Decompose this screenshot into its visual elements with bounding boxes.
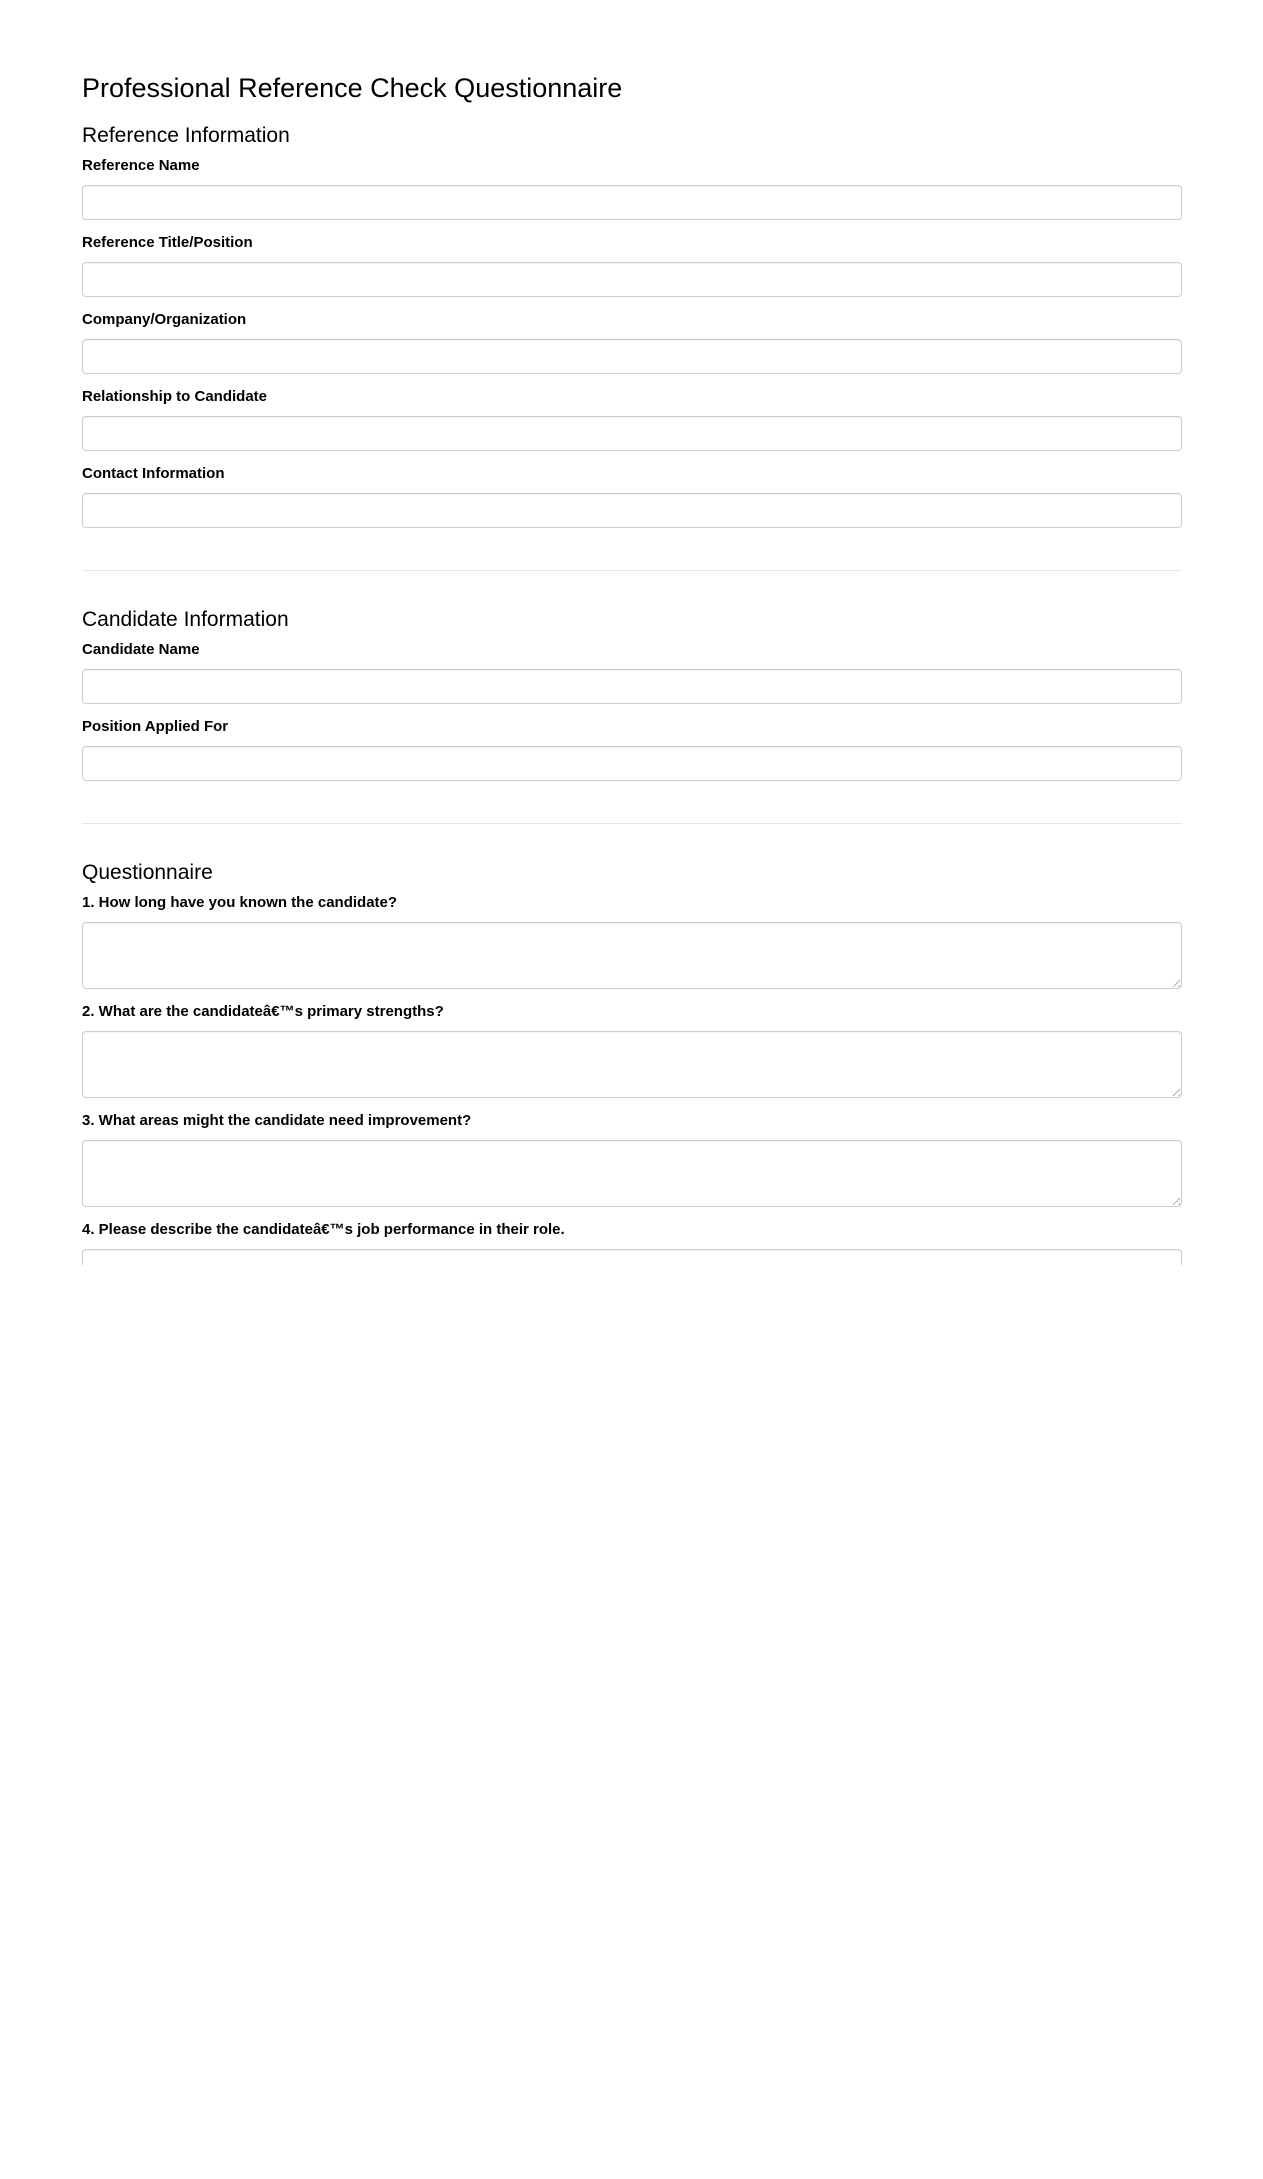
field-position-applied-for [82,717,1182,781]
field-question-4 [82,1220,1182,1265]
reference-name-input[interactable] [82,185,1182,220]
field-contact-information [82,464,1182,528]
company-organization-input[interactable] [82,339,1182,374]
section-questionnaire [82,860,1182,1265]
section-heading-questionnaire: Questionnaire [82,861,213,884]
section-candidate-information [82,607,1182,781]
question-2-textarea[interactable] [82,1031,1182,1098]
question-3-label: 3. What areas might the candidate need improvement? [82,1112,472,1129]
field-relationship-to-candidate [82,387,1182,451]
field-question-3 [82,1111,1182,1207]
reference-title-input[interactable] [82,262,1182,297]
divider-after-reference-information [82,570,1182,571]
section-heading-candidate-information: Candidate Information [82,608,289,631]
contact-information-input[interactable] [82,493,1182,528]
question-4-textarea-clipped-region [82,1249,1182,1265]
question-4-textarea[interactable] [82,1249,1182,1265]
question-2-label: 2. What are the candidateâ€™s primary strengths? [82,1003,444,1020]
company-organization-label: Company/Organization [82,311,247,328]
question-1-textarea[interactable] [82,922,1182,989]
position-applied-for-input[interactable] [82,746,1182,781]
page-title: Professional Reference Check Questionnaire [82,73,623,103]
field-company-organization [82,310,1182,374]
divider-after-candidate-information [82,823,1182,824]
field-question-2 [82,1002,1182,1098]
contact-information-label: Contact Information [82,465,225,482]
field-question-1 [82,893,1182,989]
candidate-name-label: Candidate Name [82,641,200,658]
relationship-to-candidate-input[interactable] [82,416,1182,451]
question-4-label: 4. Please describe the candidateâ€™s job performance in their role. [82,1221,565,1238]
field-reference-name [82,156,1182,220]
candidate-name-input[interactable] [82,669,1182,704]
question-1-label: 1. How long have you known the candidate? [82,894,398,911]
field-candidate-name [82,640,1182,704]
question-3-textarea[interactable] [82,1140,1182,1207]
position-applied-for-label: Position Applied For [82,718,229,735]
reference-name-label: Reference Name [82,157,200,174]
section-heading-reference-information: Reference Information [82,124,290,147]
field-reference-title [82,233,1182,297]
reference-title-label: Reference Title/Position [82,234,253,251]
section-reference-information [82,123,1182,528]
relationship-to-candidate-label: Relationship to Candidate [82,388,268,405]
